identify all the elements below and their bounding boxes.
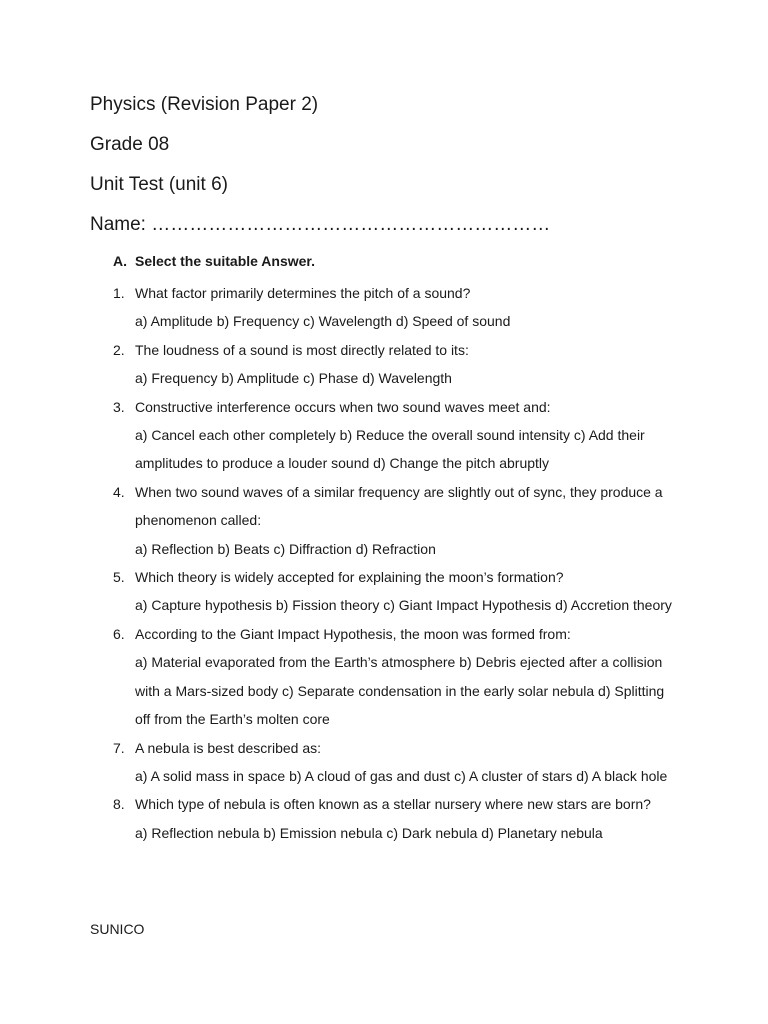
question-number: 7. xyxy=(113,739,125,756)
grade-label: Grade 08 xyxy=(90,134,170,155)
question-text: According to the Giant Impact Hypothesis, the moon was formed from: xyxy=(135,625,571,642)
name-line: Name: ……………………………………………………… xyxy=(90,214,551,235)
question-number: 8. xyxy=(113,796,125,813)
question-text: The loudness of a sound is most directly related to its: xyxy=(135,341,469,358)
question-text: Which type of nebula is often known as a stellar nursery where new stars are born? xyxy=(135,796,651,813)
question-item xyxy=(113,734,683,791)
question-item xyxy=(113,620,683,734)
section-title: Select the suitable Answer. xyxy=(135,253,315,269)
question-number: 5. xyxy=(113,569,125,586)
question-text: Which theory is widely accepted for explaining the moon’s formation? xyxy=(135,569,564,586)
question-list xyxy=(113,279,683,847)
question-item xyxy=(113,790,683,847)
question-text: A nebula is best described as: xyxy=(135,739,322,756)
question-number: 4. xyxy=(113,483,125,500)
question-text: Constructive interference occurs when two sound waves meet and: xyxy=(135,398,551,415)
question-item xyxy=(113,279,683,336)
section-heading xyxy=(113,251,315,271)
question-item xyxy=(113,336,683,393)
unit-label: Unit Test (unit 6) xyxy=(90,174,228,195)
question-options: a) Capture hypothesis b) Fission theory c) Giant Impact Hypothesis d) Accretion theory xyxy=(135,597,672,614)
question-options: a) Frequency b) Amplitude c) Phase d) Wavelength xyxy=(135,370,452,387)
section-letter: A. xyxy=(113,253,127,269)
question-item xyxy=(113,563,683,620)
question-number: 6. xyxy=(113,625,125,642)
question-options: a) Reflection nebula b) Emission nebula c) Dark nebula d) Planetary nebula xyxy=(135,824,603,841)
question-number: 2. xyxy=(113,341,125,358)
question-number: 1. xyxy=(113,285,125,301)
question-options: a) Material evaporated from the Earth’s atmosphere b) Debris ejected after a collision with a Mars-sized body c) Separate condensation in the early solar nebula d) Splitting off from the Earth’s molten core xyxy=(135,654,665,728)
question-options: a) Amplitude b) Frequency c) Wavelength d) Speed of sound xyxy=(135,313,511,330)
paper-title: Physics (Revision Paper 2) xyxy=(90,94,319,115)
question-options: a) Cancel each other completely b) Reduce the overall sound intensity c) Add their amplitudes to produce a louder sound d) Change the pitch abruptly xyxy=(135,427,645,472)
question-text: When two sound waves of a similar frequency are slightly out of sync, they produce a phenomenon called: xyxy=(135,483,663,529)
question-number: 3. xyxy=(113,398,125,415)
question-text: What factor primarily determines the pitch of a sound? xyxy=(135,285,471,301)
question-item xyxy=(113,478,683,563)
question-item xyxy=(113,393,683,478)
question-options: a) Reflection b) Beats c) Diffraction d) Refraction xyxy=(135,540,436,557)
question-options: a) A solid mass in space b) A cloud of gas and dust c) A cluster of stars d) A black hole xyxy=(135,767,668,784)
footer-text: SUNICO xyxy=(90,921,145,937)
